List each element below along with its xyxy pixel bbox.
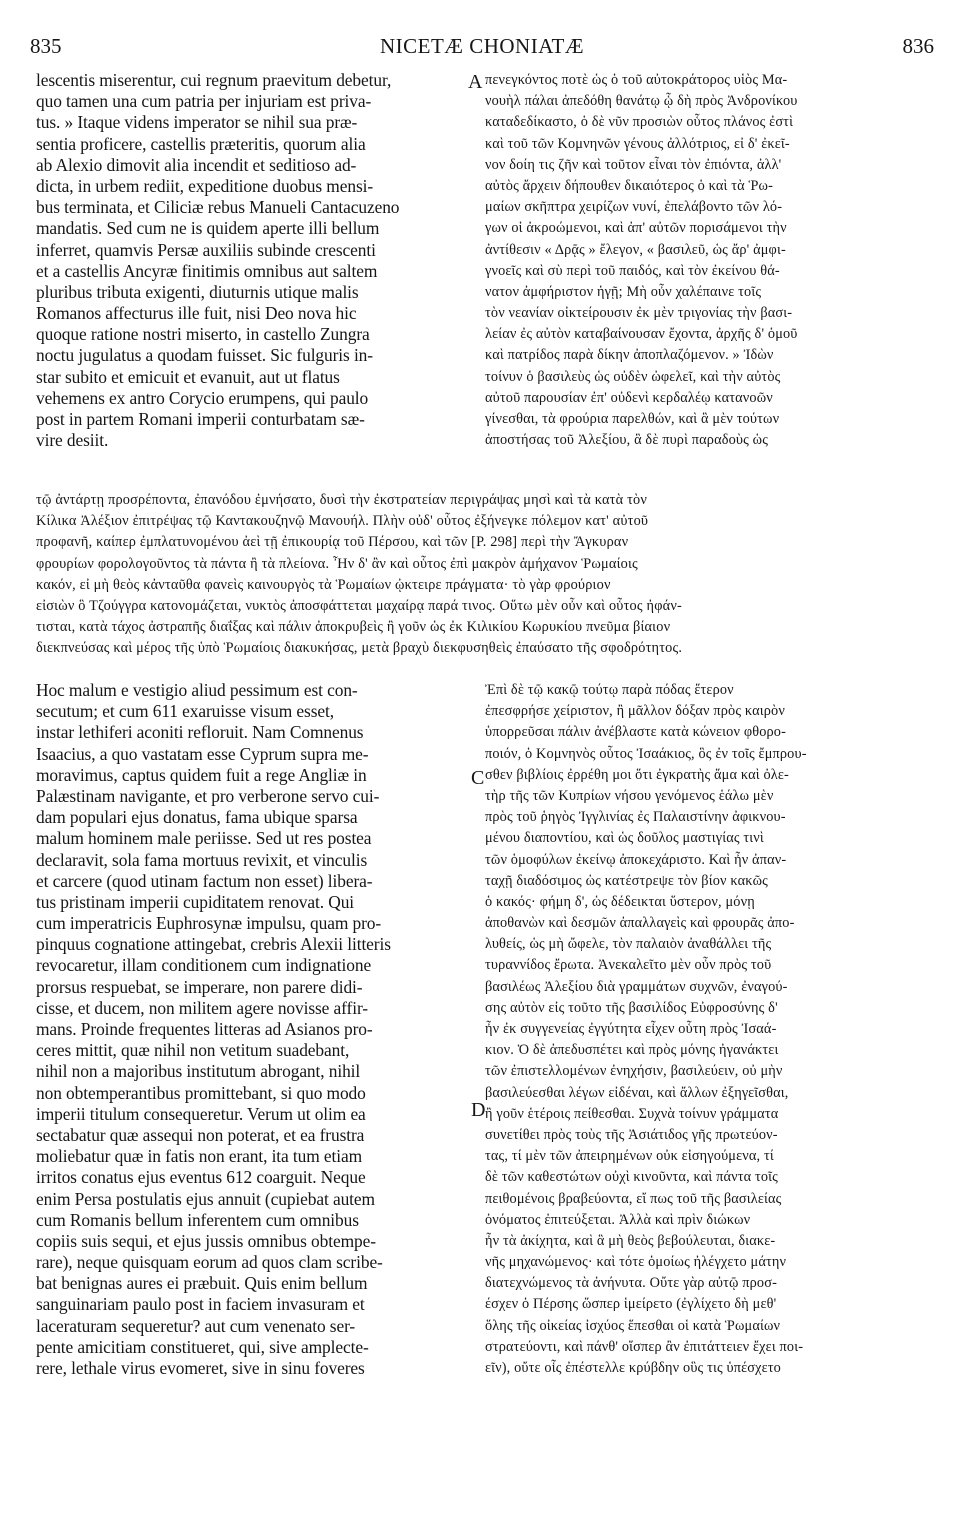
latin-text-line: rare), neque quisquam eorum ad quos clam scribe- — [36, 1252, 383, 1273]
latin-text-line: tus. » Itaque videns imperator se nihil sua præ- — [36, 112, 358, 133]
latin-text-line: noctu jugulatus a quodam fuisset. Sic fulguris in- — [36, 345, 373, 366]
margin-letter-c: C — [471, 767, 485, 789]
greek-text-line: σθεν βιβλίοις ἐρρέθη μοι ὅτι ἐγκρατὴς ἅμα καὶ ὀλε- — [485, 766, 789, 783]
latin-text-line: enim Persa postulatis ejus annuit (cupiebat autem — [36, 1188, 375, 1209]
latin-text-line: revocaretur, illam conditionem cum indignatione — [36, 955, 372, 976]
greek-text-line: λείαν ἐς αὐτὸν καταβαίνουσαν ἔχοντα, ἀρχῆς δ' ὁμοῦ — [485, 326, 798, 343]
latin-text-line: sectabatur quæ assequi non poterat, et ea frustra — [36, 1124, 365, 1145]
greek-text-line: ἀποστήσας τοῦ Ἀλεξίου, ἃ δὲ πυρὶ παραδοὺς ὡς — [485, 432, 769, 449]
greek-text-line: ἐπεσφρήσε χείριστον, ἢ μᾶλλον δόξαν πρὸς καιρὸν — [485, 703, 785, 720]
greek-text-line: Ἐπὶ δὲ τῷ κακῷ τούτῳ παρὰ πόδας ἕτερον — [485, 682, 734, 698]
greek-text-line: βασιλεύεσθαι λέγων εἰδέναι, καὶ ἄλλων ἐξηγεῖσθαι, — [485, 1084, 789, 1101]
latin-text-line: star subito et emicuit et evanuit, aut ut flatus — [36, 366, 340, 387]
latin-text-line: irritos conatus ejus eventus 612 coarguit. Neque — [36, 1167, 366, 1188]
greek-text-line: τῶν ὁμοφύλων ἐκείνῳ ἀποκεχάριστο. Καὶ ἦν ἀπαν- — [485, 851, 787, 868]
greek-text-line: έσχεν ὁ Πέρσης ὥσπερ ἱμείρετο (ἐγλίχετο δὴ μεθ' — [485, 1296, 777, 1313]
latin-text-line: inferret, quamvis Persæ auxiliis subinde crescenti — [36, 239, 376, 260]
greek-text-line: σης αὐτὸν εἰς τοῦτο τῆς βασιλίδος Εὐφροσύνης δ' — [485, 999, 778, 1016]
greek-text-line: τὴρ τῆς τῶν Κυπρίων νήσου γενόμενος ἑάλω μὲν — [485, 787, 774, 804]
latin-text-line: malum hominem male periisse. Sed ut res postea — [36, 828, 372, 849]
greek-text-line: γνοεῖς καὶ σὺ περὶ τοῦ παιδός, καὶ τὸν ἐκείνου θά- — [485, 262, 780, 279]
latin-text-line: instar lethiferi aconiti refloruit. Nam Comnenus — [36, 722, 364, 743]
latin-text-line: copiis suis sequi, et ejus jussis omnibus obtempe- — [36, 1230, 376, 1251]
greek-text-line: δὲ τῶν καθεστώτων οὐχὶ κινοῦντα, καὶ πάντα τοῖς — [485, 1169, 778, 1186]
latin-text-line: imperii titulum consequeretur. Verum ut olim ea — [36, 1103, 366, 1124]
greek-text-line: πενεγκόντος ποτὲ ὡς ὁ τοῦ αὐτοκράτορος υἱὸς Μα- — [485, 72, 788, 88]
running-header — [30, 34, 934, 64]
greek-text-line: μαίων σκῆπτρα χειρίζων νυνί, ἐπελάβοντο τῶν λό- — [485, 199, 783, 216]
latin-text-line: dicta, in urbem rediit, expeditione duobus mensi- — [36, 175, 374, 196]
latin-text-line: non obtemperantibus promittebant, si quo modo — [36, 1082, 366, 1103]
greek-text-line: καὶ τοῦ τῶν Κομνηνῶν γένους ἀλλότριος, εἰ δ' ἐκεῖ- — [485, 135, 790, 152]
latin-text-line: et a castellis Ancyræ finitimis omnibus aut saltem — [36, 260, 378, 281]
latin-text-line: Hoc malum e vestigio aliud pessimum est con- — [36, 680, 358, 700]
greek-text-line: πρὸς τοῦ ῥηγὸς Ἰγγλινίας ἐς Παλαιστίνην ἀφικνου- — [485, 809, 786, 826]
greek-text-line: εἰσιὼν ὃ Τζούγγρα κατονομάζεται, νυκτὸς ἀποσφάττεται μαχαίρᾳ παρά τινος. Οὕτω μὲν οὖν καὶ οὗτος ἠφάν- — [36, 597, 682, 614]
latin-text-line: sentia proficere, castellis præteritis, quorum alia — [36, 133, 366, 154]
latin-text-line: et carcere (quod utinam factum non esset) libera- — [36, 870, 373, 891]
greek-text-line: πειθομένοις βραβεύοντα, εἴ πως τοῦ τῆς βασιλείας — [485, 1190, 782, 1207]
page-number-right: 836 — [902, 34, 934, 58]
greek-full-width-block — [36, 490, 938, 660]
greek-text-line: γίνεσθαι, τὰ φρούρια παρελθών, καὶ ἃ μὲν τούτων — [485, 411, 780, 427]
greek-text-line: ὑπορρεῦσαι πάλιν ἀνέβλαστε κατὰ κώνειον φθορο- — [485, 724, 787, 741]
latin-text-line: quo tamen una cum patria per injuriam est priva- — [36, 91, 372, 112]
greek-text-line: βασιλέως Ἀλεξίου διὰ γραμμάτων συχνῶν, ἐναγού- — [485, 978, 788, 995]
running-title: NICETÆ CHONIATÆ — [379, 34, 585, 58]
greek-text-line: εῖν), οὔτε οἷς ἐπέστελλε κρύβδην οὓς τις ὑπέσχετο — [485, 1360, 781, 1376]
greek-text-line: αὐτὸς ἄρχειν δήπουθεν δικαιότερος ὁ καὶ τὰ Ῥω- — [485, 177, 774, 194]
latin-text-line: vire desiit. — [36, 430, 109, 451]
latin-text-line: prorsus respuebat, se imperare, non parere didi- — [36, 976, 363, 997]
latin-text-line: nihil non a majoribus institutum abrogant, nihil — [36, 1061, 361, 1082]
latin-text-line: mandatis. Sed cum ne is quidem aperte illi bellum — [36, 218, 380, 239]
greek-column-bottom — [485, 680, 937, 1379]
latin-text-line: Palæstinam navigante, et pro verberone servo cui- — [36, 785, 380, 806]
greek-text-line: τυραννίδος ἔρωτα. Ἀνεκαλεῖτο μὲν οὖν πρὸς τοῦ — [485, 957, 772, 974]
latin-text-line: ceres mittit, quæ nihil non vetitum suadebant, — [36, 1040, 350, 1061]
greek-text-line: νον δοίη τις ζῆν καὶ τοῦτον εἶναι τὸν ἐπιόντα, ἀλλ' — [485, 156, 782, 173]
greek-text-line: καταδεδίκαστο, ὁ δὲ νῦν προσιὼν οὗτος πλάνος ἐστὶ — [485, 114, 794, 131]
greek-text-line: τῷ ἀντάρτῃ προσρέποντα, ἐπανόδου ἐμνήσατο, δυσὶ τὴν ἐκστρατείαν περιγράψας μησὶ καὶ τὰ κατὰ τὸν — [36, 492, 648, 508]
latin-text-line: Romanos affecturus ille fuit, nisi Deo nova hic — [36, 303, 357, 324]
greek-text-line: αὐτοῦ παρουσίαν ἐπ' οὐδενὶ κερδαλέῳ κατανοῶν — [485, 389, 773, 406]
latin-text-line: quoque ratione nostri miserto, in castello Zungra — [36, 324, 370, 345]
greek-text-line: συνετίθει πρὸς τοὺς τῆς Ἀσιάτιδος γῆς πρωτεύον- — [485, 1126, 778, 1143]
latin-text-line: tus pristinam imperii cupiditatem renovat. Qui — [36, 891, 355, 912]
margin-letter-a: A — [468, 71, 483, 93]
latin-column-top — [36, 70, 476, 451]
greek-text-line: κακόν, εἰ μὴ θεὸς κἀνταῦθα φανεὶς καινουργὸς τὰ Ῥωμαίων ᾠκτειρε πράγματα· τὸ γὰρ φρούριον — [36, 576, 611, 593]
latin-text-line: cum imperatricis Euphrosynæ impulsu, quam pro- — [36, 913, 382, 934]
latin-text-line: ab Alexio dimovit alia incendit et seditioso ad- — [36, 154, 357, 175]
latin-text-line: laceraturam sequeretur? aut cum venenato ser- — [36, 1315, 356, 1336]
latin-text-line: Isaacius, a quo vastatam esse Cyprum supra me- — [36, 743, 369, 764]
latin-text-line: pinquus cognatione attingebat, crebris Alexii litteris — [36, 934, 391, 955]
greek-text-line: φρουρίων φορολογοῦντος τὰ πάντα ἢ τὰ πλείονα. Ἦν δ' ἂν καὶ οὗτος ἐπὶ μακρὸν ἀμήχανον Ῥωμαίοις — [36, 555, 638, 572]
latin-text-line: declaravit, sola fama mortuus revixit, et vinculis — [36, 849, 368, 870]
greek-text-line: τῶν ἐπιστελλομένων ἐνηχήσιν, βασιλεύειν, οὐ μὴν — [485, 1063, 783, 1080]
greek-text-line: λυθείς, ὡς μὴ ὤφελε, τὸν παλαιὸν ἀναθάλλει τῆς — [485, 936, 772, 953]
greek-text-line: ταχῇ διαδόσιμος ὡς κατέστρεψε τὸν βίον κακῶς — [485, 872, 768, 889]
greek-text-line: διατεχνώμενος τὰ ἀνήνυτα. Οὔτε γὰρ αὐτῷ προσ- — [485, 1275, 777, 1292]
greek-text-line: τας, τί μὲν τῶν ἀπειρημένων οὐκ εἰσηγούμενα, τί — [485, 1148, 774, 1165]
greek-text-line: νουὴλ πάλαι ἀπεδόθη θανάτῳ ᾧ δὴ πρὸς Ἀνδρονίκου — [485, 93, 798, 110]
latin-text-line: lescentis miserentur, cui regnum praevitum debetur, — [36, 70, 392, 90]
latin-text-line: bus terminata, et Ciliciæ rebus Manueli Cantacuzeno — [36, 197, 400, 218]
latin-text-line: pluribus tributa exigenti, diuturnis utique malis — [36, 281, 359, 302]
greek-text-line: ὀνόματος ἐπιτεύξεται. Ἀλλὰ καὶ πρὶν διώκων — [485, 1211, 751, 1228]
latin-text-line: secutum; et cum 611 exaruisse visum esset, — [36, 701, 334, 722]
greek-text-line: διεκπνεύσας καὶ μέρος τῆς ὑπὸ Ῥωμαίοις διακυκήσας, μετὰ βραχὺ διεκφυσηθεὶς ἐπαύσατο τῆς σφοδρότητος. — [36, 640, 683, 657]
latin-text-line: mans. Proinde frequentes litteras ad Asianos pro- — [36, 1019, 373, 1039]
latin-text-line: sanguinariam paulo post in faciem invasuram et — [36, 1294, 365, 1315]
latin-text-line: dam populari ejus donatus, fama ubique sparsa — [36, 807, 358, 828]
latin-text-line: vehemens ex antro Corycio erumpens, qui paulo — [36, 387, 369, 408]
greek-text-line: ἦν τὰ ἀκίχητα, καὶ ἃ μὴ θεὸς βεβούλευται, διακε- — [485, 1232, 776, 1249]
latin-text-line: pente amicitiam constitueret, qui, sive amplecte- — [36, 1336, 369, 1357]
greek-text-line: ἦν ἐκ συγγενείας ἐγγύτητα εἶχεν οὗτη πρὸς Ἰσαά- — [485, 1021, 777, 1037]
latin-text-line: post in partem Romani imperii conturbatam sæ- — [36, 409, 365, 429]
greek-text-line: ἀντίθεσιν « Δρᾷς » ἔλεγον, « βασιλεῦ, ὡς ἄρ' ἀμφι- — [485, 241, 786, 258]
latin-text-line: rere, lethale virus evomeret, sive in sinu foveres — [36, 1358, 365, 1378]
greek-text-line: νατον ἀμφήριστον ἡγῇ; Μὴ οὖν χαλέπαινε τοῖς — [485, 283, 762, 300]
greek-text-line: καὶ πατρίδος παρὰ δίκην ἀποπλαζόμενον. » Ἰδὼν — [485, 347, 774, 364]
greek-text-line: νῆς μηχανώμενος· καὶ τότε ὁμοίως ἠλέγχετο μάτην — [485, 1254, 787, 1271]
greek-text-line: ἢ γοῦν ἑτέροις πείθεσθαι. Συχνὰ τοίνυν γράμματα — [485, 1105, 779, 1122]
greek-text-line: μένου διαποντίου, καὶ ὡς δοῦλος μαστιγίας τινὶ — [485, 830, 764, 847]
latin-column-bottom — [36, 680, 476, 1379]
latin-text-line: cisse, et ducem, non militem agere novisse affir- — [36, 997, 368, 1018]
greek-text-line: τισται, κατὰ τάχος ἀστραπῆς διαΐξας καὶ πάλιν ἀποκρυβεὶς ἢ γοῦν ὡς ἐκ Κιλικίου Κωρυκίου πνεῦμα βίαιον — [36, 619, 671, 636]
greek-text-line: τὸν νεανίαν οἰκτείρουσιν ἐκ μὲν τριγονίας τὴν βασι- — [485, 305, 793, 322]
greek-text-line: γων οἱ ἀκροώμενοι, καὶ ἀπ' αὐτῶν πορισάμενοι τὴν — [485, 220, 787, 237]
greek-text-line: προφανῆ, καίπερ ἐμπλατυνομένου ἀεὶ τῇ ἐπικουρίᾳ τοῦ Πέρσου, καὶ τῶν [P. 298] περὶ τὴν Ἄγκυραν — [36, 534, 629, 551]
greek-column-top — [485, 70, 937, 451]
greek-text-line: κιον. Ὁ δὲ ἀπεδυσπέτει καὶ πρὸς μόνης ἠγανάκτει — [485, 1042, 779, 1059]
greek-text-line: ἀποθανὼν καὶ δεσμῶν ἀπαλλαγεὶς καὶ φρουρᾶς ἀπο- — [485, 915, 795, 932]
latin-text-line: moravimus, captus quidem fuit a rege Angliæ in — [36, 764, 367, 785]
greek-text-line: ποιόν, ὁ Κομνηνὸς οὗτος Ἰσαάκιος, ὃς ἐν τοῖς ἔμπρου- — [485, 745, 807, 762]
latin-text-line: cum Romanis bellum inferentem cum omnibus — [36, 1209, 359, 1230]
page-number-left: 835 — [30, 34, 62, 58]
latin-text-line: moliebatur quæ in fatis non erant, ita tum etiam — [36, 1146, 363, 1167]
latin-text-line: bat benignas aures ei præbuit. Quis enim bellum — [36, 1273, 368, 1294]
greek-text-line: τοίνυν ὁ βασιλεὺς ὡς οὐδὲν ὠφελεῖ, καὶ τὴν αὐτὸς — [485, 368, 781, 385]
greek-text-line: ὅλης τῆς οἰκείας ἰσχύος ἕπεσθαι οἱ κατὰ Ῥωμαίων — [485, 1317, 781, 1334]
greek-text-line: ὁ κακός· φήμη δ', ὡς δέδεικται ὕστερον, μόνῃ — [485, 893, 755, 910]
greek-text-line: Κίλικα Ἀλέξιον ἐπιτρέψας τῷ Καντακουζηνῷ Μανουήλ. Πλὴν οὐδ' οὗτος ἐξήνεγκε πόλεμον κατ' αὐτοῦ — [36, 513, 649, 530]
margin-letter-d: D — [471, 1099, 486, 1121]
greek-text-line: στρατεύοντι, καὶ πάνθ' οἵσπερ ἂν ἐπιτάττειεν ἔχει ποι- — [485, 1338, 804, 1355]
